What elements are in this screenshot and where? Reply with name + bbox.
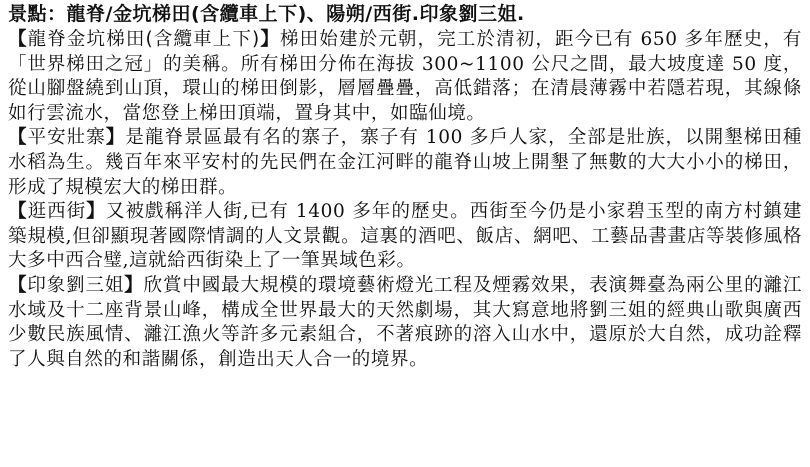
bracket-open: 【 bbox=[8, 274, 28, 296]
entry-west-street bbox=[8, 200, 802, 274]
entry-tag: 印象劉三姐 bbox=[27, 274, 125, 296]
page-title: 景點：龍脊/金坑梯田(含纜車上下)、陽朔/西街.印象劉三姐. bbox=[8, 3, 525, 25]
bracket-open: 【 bbox=[8, 29, 28, 50]
bracket-open: 【 bbox=[8, 201, 28, 223]
bracket-close: 】 bbox=[259, 29, 281, 50]
entry-text: 又被戲稱洋人街,已有 1400 多年的歷史。西街至今仍是小家碧玉型的南方村鎮建築規模,但卻顯現著國際情調的人文景觀。這裏的酒吧、飯店、網吧、工藝品書畫店等裝修風格大多中西合璧,這就給西街染上了一筆異域色彩。 bbox=[8, 201, 802, 272]
bracket-close: 】 bbox=[86, 201, 106, 223]
entry-impression-liu-sanjie bbox=[8, 274, 802, 372]
entry-tag: 龍脊金坑梯田(含纜車上下) bbox=[27, 29, 260, 50]
bracket-close: 】 bbox=[105, 127, 126, 149]
entry-pingan-village bbox=[8, 126, 802, 200]
entry-tag: 平安壯寨 bbox=[27, 127, 106, 149]
bracket-open: 【 bbox=[8, 127, 28, 149]
entry-text: 是龍脊景區最有名的寨子，寨子有 100 多戶人家，全部是壯族，以開墾梯田種水稻為生。幾百年來平安村的先民們在金江河畔的龍脊山坡上開墾了無數的大大小小的梯田，形成了規模宏大的梯田群。 bbox=[8, 127, 803, 198]
entry-longji-terraces bbox=[8, 28, 802, 126]
entry-text: 欣賞中國最大規模的環境藝術燈光工程及煙霧效果，表演舞臺為兩公里的灕江水域及十二座背景山峰，構成全世界最大的天然劇場，其大寫意地將劉三姐的經典山歌與廣西少數民族風情、灕江漁火等許多元素組合，不著痕跡的溶入山水中，還原於大自然，成功詮釋了人與自然的和諧關係，創造出天人合一的境界。 bbox=[8, 274, 802, 370]
entry-text: 梯田始建於元朝，完工於清初，距今已有 650 多年歷史，有「世界梯田之冠」的美稱。所有梯田分佈在海拔 300~1100 公尺之間，最大坡度達 50 度，從山腳盤繞到山頂，環山的梯田倒影，層層疊疊，高低錯落；在清晨薄霧中若隱若現，其線條如行雲流水，當您登上梯田頂端，置身其中，如臨仙境。 bbox=[8, 29, 802, 124]
entry-tag: 逛西街 bbox=[27, 201, 87, 223]
bracket-close: 】 bbox=[124, 274, 144, 296]
